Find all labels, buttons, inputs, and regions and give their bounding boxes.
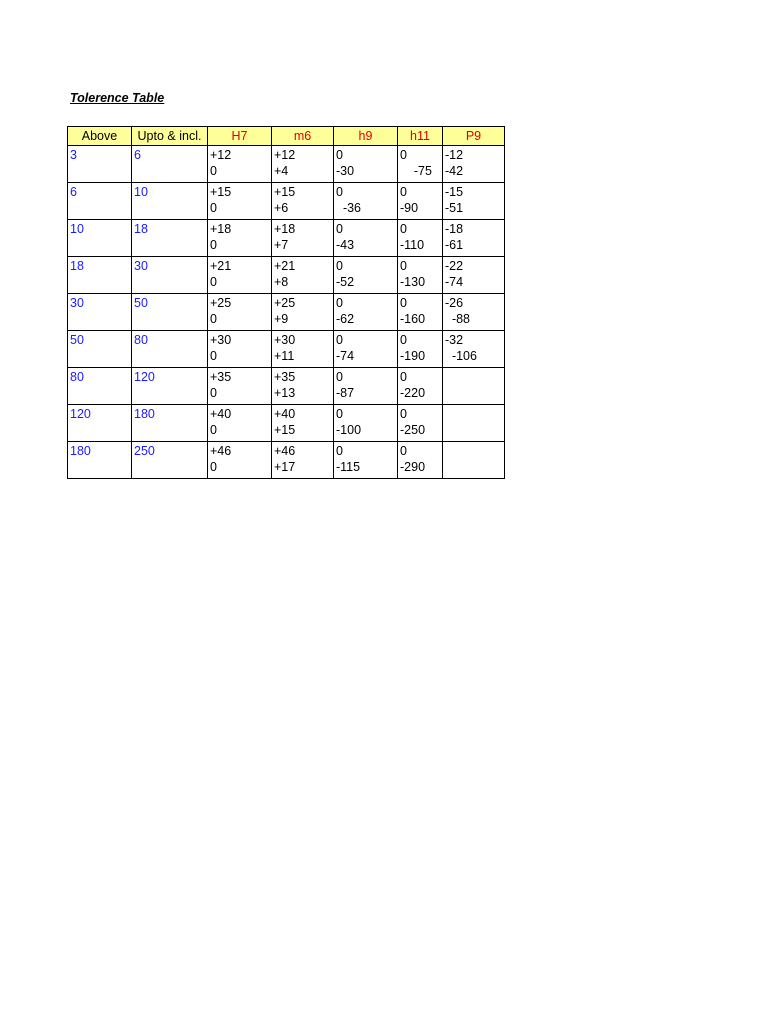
cell-upto-incl: 10 xyxy=(132,183,208,220)
cell-h11 xyxy=(398,183,443,220)
cell-h11 xyxy=(398,405,443,442)
lower-deviation: +15 xyxy=(274,423,296,437)
lower-deviation: -74 xyxy=(445,275,464,289)
cell-upto-incl: 50 xyxy=(132,294,208,331)
upper-deviation: 0 xyxy=(400,444,407,458)
cell-h9 xyxy=(334,183,398,220)
cell-p9 xyxy=(443,183,505,220)
upper-deviation: 0 xyxy=(336,444,343,458)
cell-above: 180 xyxy=(68,442,132,479)
upper-deviation: -18 xyxy=(445,222,464,236)
cell-p9 xyxy=(443,405,505,442)
upper-deviation: 0 xyxy=(336,333,343,347)
lower-deviation: -115 xyxy=(336,460,361,474)
table-row xyxy=(68,146,505,183)
cell-upto-incl: 180 xyxy=(132,405,208,442)
upper-deviation: +40 xyxy=(274,407,296,421)
header-upto-incl: Upto & incl. xyxy=(132,127,208,146)
cell-p9 xyxy=(443,442,505,479)
lower-deviation: +11 xyxy=(274,349,295,363)
upper-deviation: +21 xyxy=(210,259,232,273)
lower-deviation: 0 xyxy=(210,386,217,400)
cell-h11 xyxy=(398,368,443,405)
table-header-row xyxy=(68,127,505,146)
upper-deviation: -12 xyxy=(445,148,464,162)
header-p9: P9 xyxy=(443,127,505,146)
cell-p9 xyxy=(443,294,505,331)
lower-deviation: 0 xyxy=(210,164,217,178)
table-row xyxy=(68,294,505,331)
upper-deviation: 0 xyxy=(336,185,343,199)
table-row xyxy=(68,442,505,479)
cell-upto-incl: 30 xyxy=(132,257,208,294)
upper-deviation: 0 xyxy=(336,259,343,273)
lower-deviation: -100 xyxy=(336,423,362,437)
lower-deviation: +17 xyxy=(274,460,296,474)
cell-above: 10 xyxy=(68,220,132,257)
lower-deviation: 0 xyxy=(210,275,217,289)
cell-upto-incl: 6 xyxy=(132,146,208,183)
lower-deviation: -250 xyxy=(400,423,426,437)
upper-deviation: 0 xyxy=(336,148,343,162)
upper-deviation xyxy=(445,443,502,459)
table-row xyxy=(68,257,505,294)
upper-deviation: +21 xyxy=(274,259,296,273)
upper-deviation: +30 xyxy=(210,333,232,347)
lower-deviation: -74 xyxy=(336,349,355,363)
upper-deviation: -15 xyxy=(445,185,464,199)
cell-h7 xyxy=(208,294,272,331)
cell-p9 xyxy=(443,257,505,294)
upper-deviation: +15 xyxy=(210,185,232,199)
header-m6: m6 xyxy=(272,127,334,146)
cell-above: 3 xyxy=(68,146,132,183)
table-row xyxy=(68,368,505,405)
cell-h9 xyxy=(334,146,398,183)
cell-h7 xyxy=(208,331,272,368)
cell-p9 xyxy=(443,331,505,368)
upper-deviation: 0 xyxy=(336,222,343,236)
upper-deviation: +46 xyxy=(274,444,296,458)
upper-deviation: +46 xyxy=(210,444,232,458)
upper-deviation: +25 xyxy=(274,296,296,310)
cell-h11 xyxy=(398,294,443,331)
cell-above: 50 xyxy=(68,331,132,368)
cell-h9 xyxy=(334,442,398,479)
cell-m6 xyxy=(272,368,334,405)
upper-deviation: +35 xyxy=(210,370,232,384)
upper-deviation: +18 xyxy=(210,222,232,236)
cell-above: 30 xyxy=(68,294,132,331)
upper-deviation: 0 xyxy=(400,370,407,384)
upper-deviation: +40 xyxy=(210,407,232,421)
cell-h9 xyxy=(334,405,398,442)
upper-deviation: +18 xyxy=(274,222,296,236)
cell-h11 xyxy=(398,146,443,183)
lower-deviation: -36 xyxy=(336,201,362,215)
header-h11: h11 xyxy=(398,127,443,146)
cell-h9 xyxy=(334,294,398,331)
cell-upto-incl: 80 xyxy=(132,331,208,368)
upper-deviation: 0 xyxy=(400,148,407,162)
upper-deviation: +30 xyxy=(274,333,296,347)
table-row xyxy=(68,220,505,257)
cell-h7 xyxy=(208,183,272,220)
upper-deviation: 0 xyxy=(336,370,343,384)
lower-deviation: 0 xyxy=(210,460,217,474)
table-row xyxy=(68,405,505,442)
upper-deviation: 0 xyxy=(336,296,343,310)
lower-deviation: 0 xyxy=(210,201,217,215)
cell-h11 xyxy=(398,257,443,294)
page-title: Tolerence Table xyxy=(70,91,165,105)
lower-deviation: -88 xyxy=(445,312,471,326)
lower-deviation: 0 xyxy=(210,312,217,326)
table-body xyxy=(68,146,505,479)
lower-deviation xyxy=(445,459,502,475)
upper-deviation: 0 xyxy=(400,222,407,236)
cell-p9 xyxy=(443,368,505,405)
cell-p9 xyxy=(443,220,505,257)
lower-deviation: -30 xyxy=(336,164,355,178)
lower-deviation: +13 xyxy=(274,386,296,400)
lower-deviation: +8 xyxy=(274,275,289,289)
lower-deviation: -130 xyxy=(400,275,426,289)
cell-m6 xyxy=(272,183,334,220)
lower-deviation: +9 xyxy=(274,312,289,326)
lower-deviation: -52 xyxy=(336,275,355,289)
cell-h9 xyxy=(334,368,398,405)
cell-m6 xyxy=(272,331,334,368)
lower-deviation: 0 xyxy=(210,349,217,363)
lower-deviation: -90 xyxy=(400,201,419,215)
upper-deviation: +12 xyxy=(210,148,232,162)
upper-deviation: 0 xyxy=(400,296,407,310)
upper-deviation: 0 xyxy=(336,407,343,421)
lower-deviation: -62 xyxy=(336,312,355,326)
lower-deviation: -42 xyxy=(445,164,464,178)
upper-deviation: 0 xyxy=(400,259,407,273)
table-row xyxy=(68,331,505,368)
cell-h9 xyxy=(334,220,398,257)
cell-h7 xyxy=(208,146,272,183)
lower-deviation: -160 xyxy=(400,312,426,326)
lower-deviation: +7 xyxy=(274,238,289,252)
cell-h9 xyxy=(334,257,398,294)
header-h9: h9 xyxy=(334,127,398,146)
cell-p9 xyxy=(443,146,505,183)
upper-deviation: +15 xyxy=(274,185,296,199)
lower-deviation: +6 xyxy=(274,201,289,215)
cell-m6 xyxy=(272,405,334,442)
cell-h9 xyxy=(334,331,398,368)
lower-deviation: -43 xyxy=(336,238,355,252)
cell-m6 xyxy=(272,146,334,183)
lower-deviation: -110 xyxy=(400,238,425,252)
upper-deviation xyxy=(445,369,502,385)
lower-deviation: +4 xyxy=(274,164,289,178)
cell-m6 xyxy=(272,257,334,294)
upper-deviation: -26 xyxy=(445,296,464,310)
cell-m6 xyxy=(272,442,334,479)
upper-deviation: -22 xyxy=(445,259,464,273)
upper-deviation xyxy=(445,406,502,422)
lower-deviation: -290 xyxy=(400,460,426,474)
cell-upto-incl: 120 xyxy=(132,368,208,405)
cell-h7 xyxy=(208,405,272,442)
upper-deviation: 0 xyxy=(400,407,407,421)
upper-deviation: +25 xyxy=(210,296,232,310)
header-h7: H7 xyxy=(208,127,272,146)
cell-above: 18 xyxy=(68,257,132,294)
upper-deviation: +35 xyxy=(274,370,296,384)
cell-m6 xyxy=(272,294,334,331)
upper-deviation: 0 xyxy=(400,333,407,347)
cell-h7 xyxy=(208,442,272,479)
lower-deviation: -51 xyxy=(445,201,464,215)
upper-deviation: +12 xyxy=(274,148,296,162)
lower-deviation: -190 xyxy=(400,349,426,363)
lower-deviation xyxy=(445,385,502,401)
cell-upto-incl: 18 xyxy=(132,220,208,257)
lower-deviation: -106 xyxy=(445,349,477,363)
tolerance-table xyxy=(67,126,505,479)
cell-h7 xyxy=(208,257,272,294)
cell-h7 xyxy=(208,220,272,257)
cell-h11 xyxy=(398,442,443,479)
lower-deviation: -61 xyxy=(445,238,464,252)
cell-upto-incl: 250 xyxy=(132,442,208,479)
table-row xyxy=(68,183,505,220)
lower-deviation: -220 xyxy=(400,386,426,400)
cell-above: 80 xyxy=(68,368,132,405)
lower-deviation: 0 xyxy=(210,238,217,252)
header-above: Above xyxy=(68,127,132,146)
lower-deviation: -75 xyxy=(400,164,432,178)
cell-above: 120 xyxy=(68,405,132,442)
lower-deviation: 0 xyxy=(210,423,217,437)
cell-h7 xyxy=(208,368,272,405)
lower-deviation xyxy=(445,422,502,438)
cell-h11 xyxy=(398,220,443,257)
cell-h11 xyxy=(398,331,443,368)
upper-deviation: 0 xyxy=(400,185,407,199)
cell-m6 xyxy=(272,220,334,257)
cell-above: 6 xyxy=(68,183,132,220)
lower-deviation: -87 xyxy=(336,386,355,400)
upper-deviation: -32 xyxy=(445,333,464,347)
